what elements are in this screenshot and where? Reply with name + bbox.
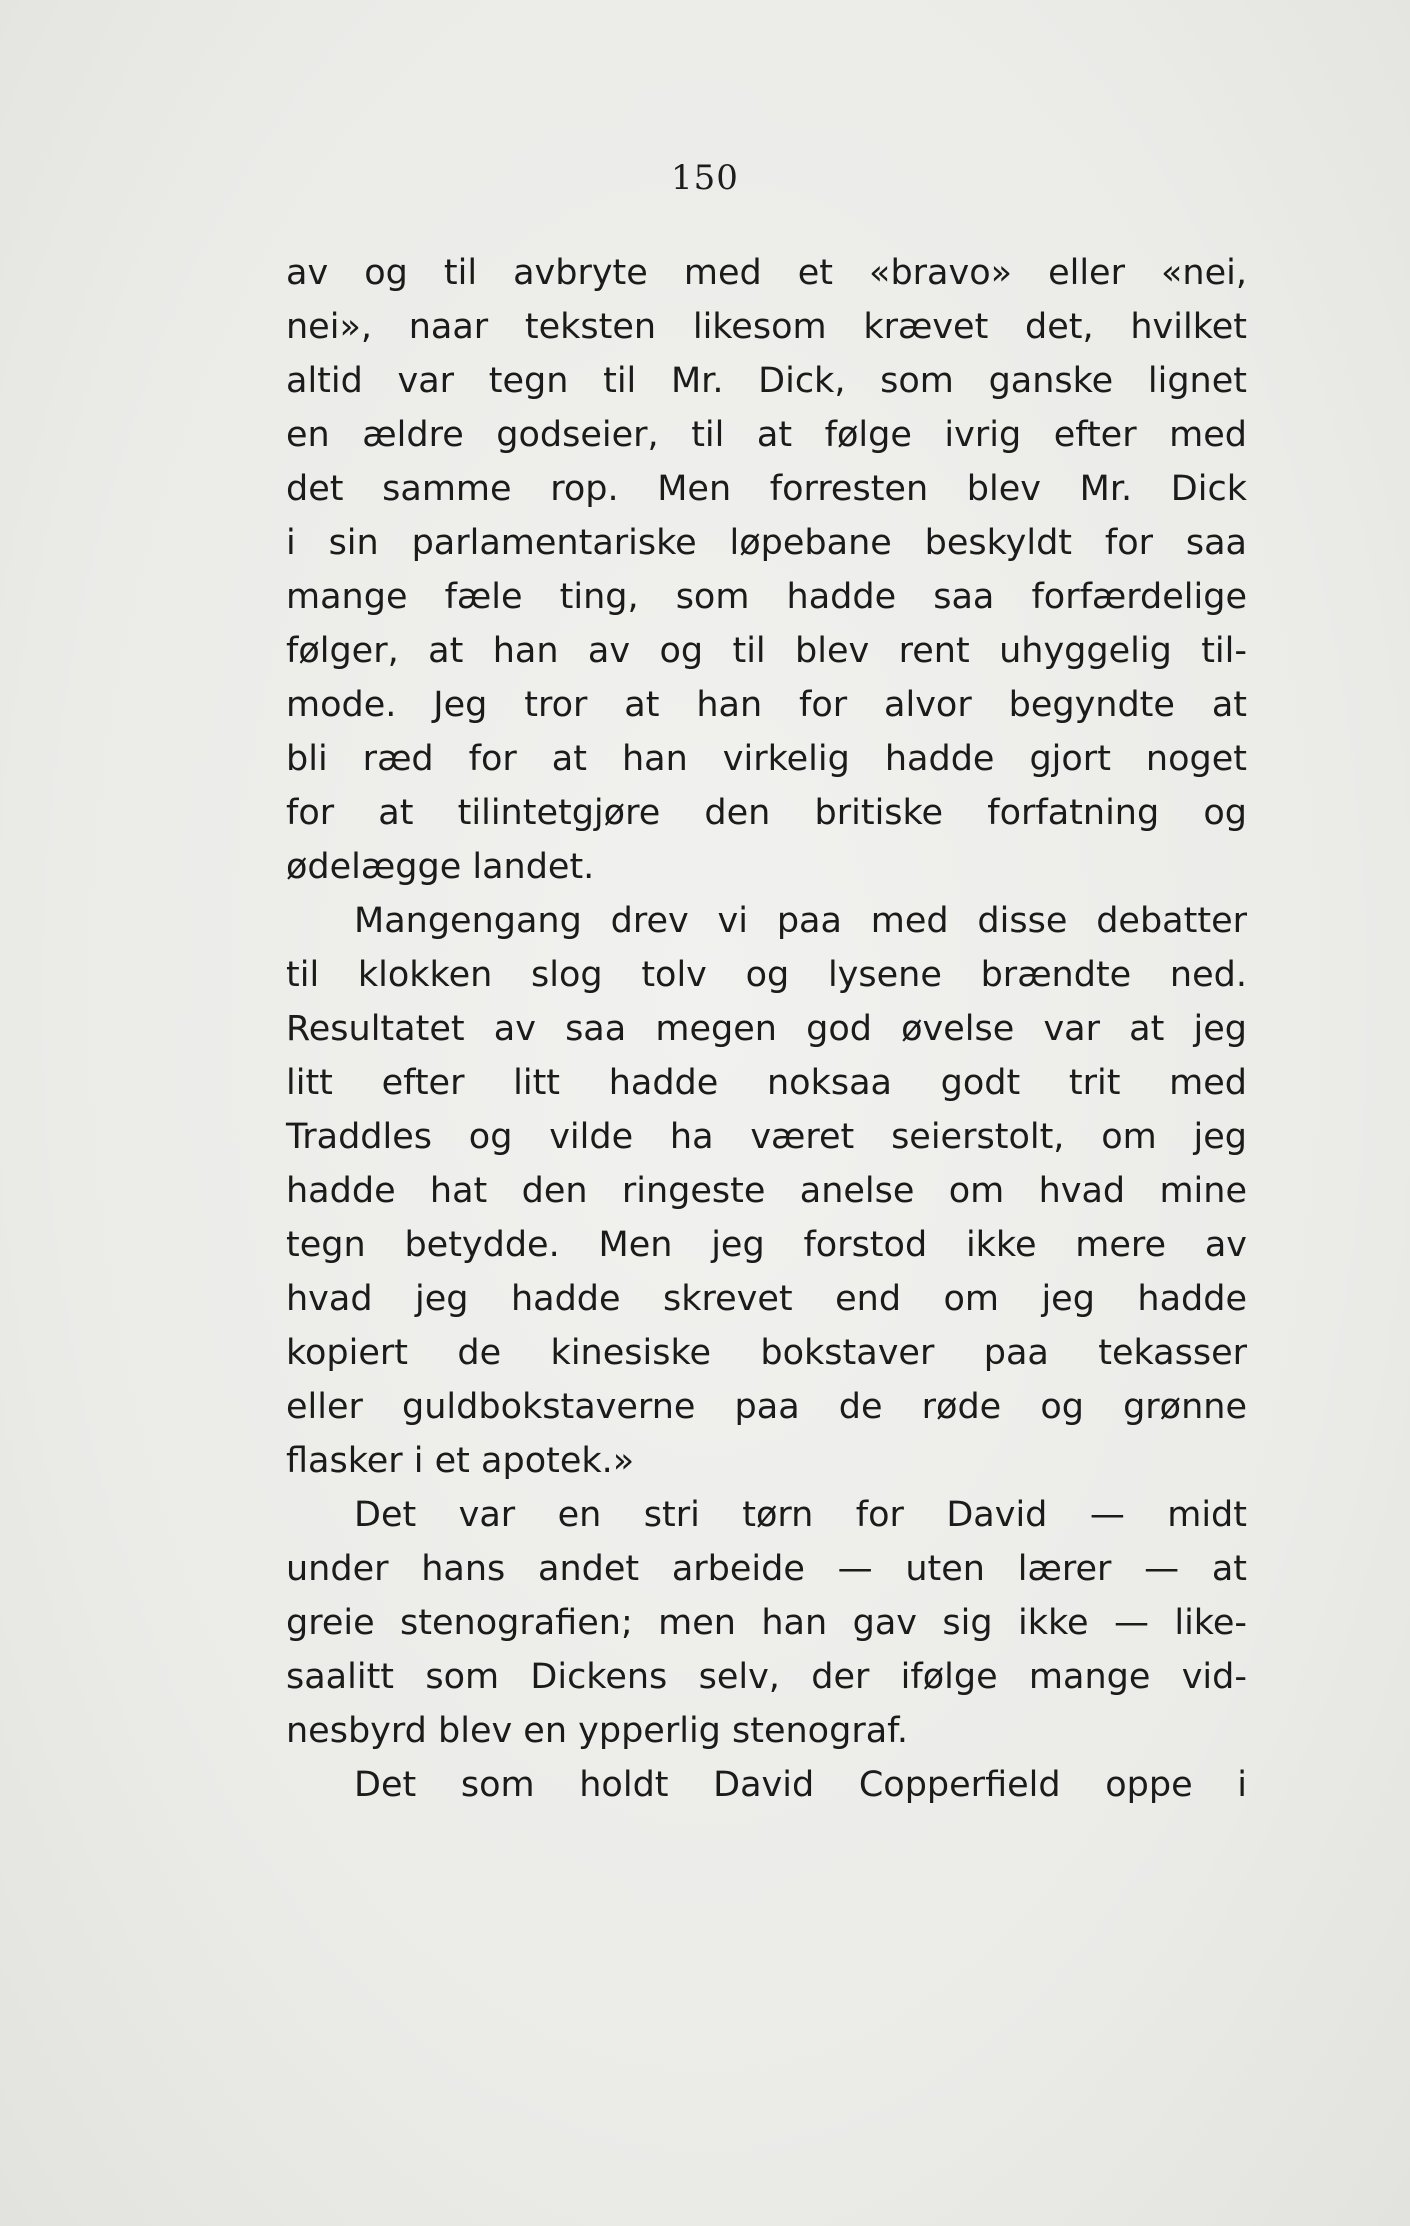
text-line: nei», naar teksten likesom krævet det, hvilket	[286, 307, 1247, 347]
text-line: for at tilintetgjøre den britiske forfatning og	[286, 793, 1247, 833]
text-line: flasker i et apotek.»	[286, 1441, 635, 1481]
text-line: mange fæle ting, som hadde saa forfærdelige	[286, 577, 1247, 617]
text-line: greie stenografien; men han gav sig ikke — like-	[286, 1603, 1247, 1643]
text-line: en ældre godseier, til at følge ivrig efter med	[286, 415, 1247, 455]
text-line: hvad jeg hadde skrevet end om jeg hadde	[286, 1279, 1247, 1319]
body-text	[286, 246, 1247, 1812]
text-line: av og til avbryte med et «bravo» eller «nei,	[286, 253, 1247, 293]
text-line: Resultatet av saa megen god øvelse var at jeg	[286, 1009, 1247, 1049]
text-line: nesbyrd blev en ypperlig stenograf.	[286, 1711, 909, 1751]
text-line: saalitt som Dickens selv, der ifølge mange vid-	[286, 1657, 1247, 1697]
text-line: til klokken slog tolv og lysene brændte ned.	[286, 955, 1247, 995]
text-line: tegn betydde. Men jeg forstod ikke mere av	[286, 1225, 1247, 1265]
text-line: altid var tegn til Mr. Dick, som ganske lignet	[286, 361, 1247, 401]
text-line: det samme rop. Men forresten blev Mr. Dick	[286, 469, 1247, 509]
text-line: ødelægge landet.	[286, 847, 595, 887]
text-line: Traddles og vilde ha været seierstolt, om jeg	[286, 1117, 1247, 1157]
text-line: eller guldbokstaverne paa de røde og grønne	[286, 1387, 1247, 1427]
text-line: kopiert de kinesiske bokstaver paa tekasser	[286, 1333, 1247, 1373]
text-line: Det som holdt David Copperfield oppe i	[354, 1765, 1247, 1805]
text-line: Det var en stri tørn for David — midt	[354, 1495, 1247, 1535]
text-line: bli ræd for at han virkelig hadde gjort noget	[286, 739, 1247, 779]
text-line: mode. Jeg tror at han for alvor begyndte at	[286, 685, 1247, 725]
text-line: litt efter litt hadde noksaa godt trit med	[286, 1063, 1247, 1103]
text-line: hadde hat den ringeste anelse om hvad mine	[286, 1171, 1247, 1211]
text-line: under hans andet arbeide — uten lærer — at	[286, 1549, 1247, 1589]
page-number: 150	[671, 158, 739, 198]
text-line: i sin parlamentariske løpebane beskyldt for saa	[286, 523, 1247, 563]
text-line: Mangengang drev vi paa med disse debatter	[354, 901, 1247, 941]
text-line: følger, at han av og til blev rent uhyggelig til-	[286, 631, 1247, 671]
